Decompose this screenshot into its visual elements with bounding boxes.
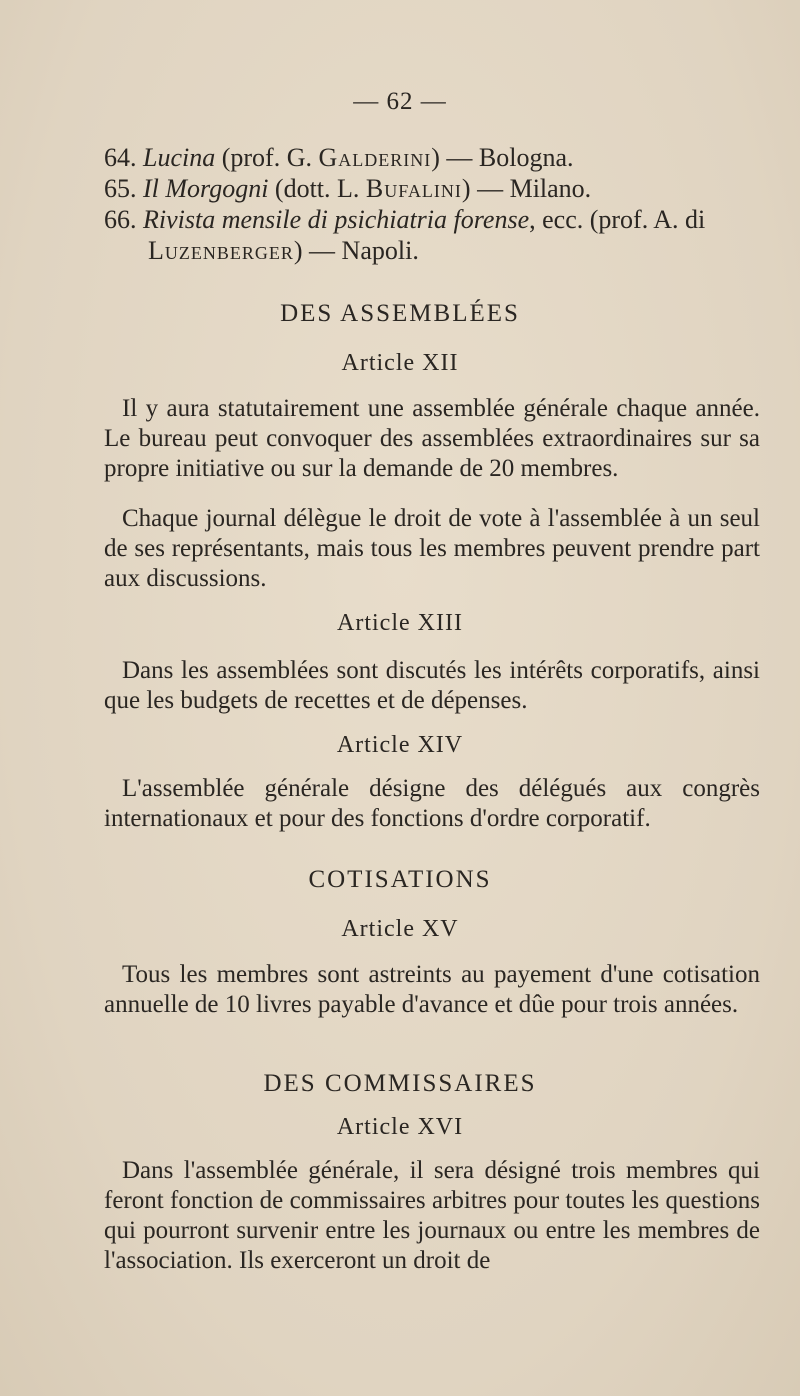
list-item: 65. Il Morgogni (dott. L. Bufalini) — Milano. [104, 174, 592, 203]
article-heading: Article XVI [336, 1114, 464, 1140]
paragraph: Dans l'assemblée générale, il sera désigné trois membres qui feront fonction de commissaires arbitres pour toutes les questions qui pourront survenir entre les journaux ou entre les membres de l'association. Ils exerceront un droit de [104, 1157, 760, 1274]
list-item-continuation: Luzenberger) — Napoli. [148, 236, 419, 265]
section-heading-commissaires: DES COMMISSAIRES [263, 1070, 537, 1097]
paragraph: Chaque journal délègue le droit de vote à l'assemblée à un seul de ses représentants, mais tous les membres peuvent prendre part aux discussions. [104, 505, 760, 592]
list-item: 66. Rivista mensile di psichiatria forense, ecc. (prof. A. di [104, 205, 706, 234]
article-heading: Article XIII [337, 610, 463, 636]
article-heading: Article XII [341, 350, 459, 376]
article-heading: Article XIV [336, 732, 464, 758]
article-heading: Article XV [341, 916, 459, 942]
paragraph: Il y aura statutairement une assemblée générale chaque année. Le bureau peut convoquer des assemblées extraordinaires sur sa propre initiative ou sur la demande de 20 membres. [104, 395, 760, 482]
page-number: — 62 — [353, 88, 447, 115]
paragraph: Tous les membres sont astreints au payement d'une cotisation annuelle de 10 livres payable d'avance et dûe pour trois années. [104, 961, 760, 1018]
section-heading-cotisations: COTISATIONS [308, 866, 492, 893]
paragraph: L'assemblée générale désigne des délégués aux congrès internationaux et pour des fonctions d'ordre corporatif. [104, 775, 760, 832]
paragraph: Dans les assemblées sont discutés les intérêts corporatifs, ainsi que les budgets de recettes et de dépenses. [104, 657, 760, 714]
section-heading-assemblees: DES ASSEMBLÉES [280, 300, 520, 327]
list-item: 64. Lucina (prof. G. Galderini) — Bologna. [104, 143, 574, 172]
journal-list [104, 142, 764, 266]
